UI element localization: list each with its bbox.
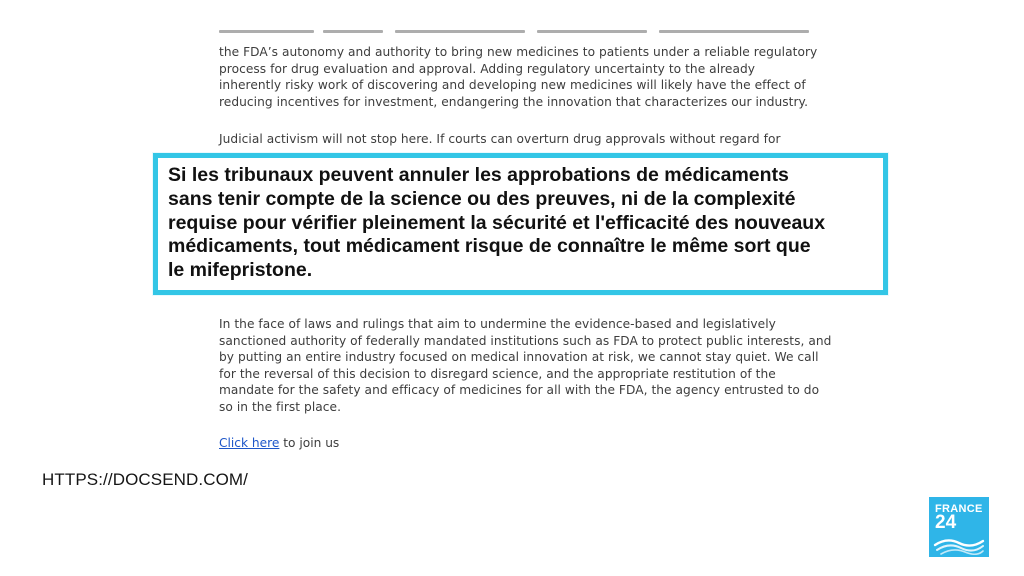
join-line [219,435,339,452]
paragraph-line: so in the first place. [219,399,341,414]
paragraph-line: reducing incentives for investment, endangering the innovation that characterizes our industry. [219,94,809,109]
cropped-text-line [219,26,839,34]
paragraph-line: Judicial activism will not stop here. If courts can overturn drug approvals without regard for [219,132,781,146]
paragraph-line: for the reversal of this decision to disregard science, and the appropriate restitution of the [219,366,776,381]
quote-line: Si les tribunaux peuvent annuler les approbations de médicaments [168,164,789,186]
quote-text [168,164,878,283]
paragraph-autonomy [219,44,839,110]
logo-france-text: FRANCE [935,503,983,515]
logo-24-text: 24 [935,512,957,533]
paragraph-line: mandate for the safety and efficacy of medicines for all with the FDA, the agency entrusted to do [219,383,820,398]
paragraph-line: process for drug evaluation and approval. Adding regulatory uncertainty to the already [219,61,756,76]
click-here-link[interactable]: Click here [219,436,280,450]
paragraph-call-to-action [219,316,839,416]
paragraph-line: In the face of laws and rulings that aim to undermine the evidence-based and legislatively [219,317,776,331]
paragraph-line: by putting an entire industry focused on medical innovation at risk, we cannot stay quiet. We call [219,350,819,365]
quote-line: médicaments, tout médicament risque de connaître le même sort que [168,235,811,258]
source-url: HTTPS://DOCSEND.COM/ [42,470,249,489]
logo-waves-icon [933,533,985,555]
highlighted-quote-box [153,153,888,295]
quote-line: sans tenir compte de la science ou des preuves, ni de la complexité [168,187,796,210]
paragraph-line: the FDA’s autonomy and authority to bring new medicines to patients under a reliable regulatory [219,45,818,59]
paragraph-line: inherently risky work of discovering and developing new medicines will likely have the effect of [219,78,806,93]
join-suffix: to join us [279,436,340,450]
quote-line: le mifepristone. [168,259,313,282]
quote-line: requise pour vérifier pleinement la sécurité et l'efficacité des nouveaux [168,211,826,234]
france24-logo [929,497,989,557]
paragraph-judicial-activism [219,131,839,148]
paragraph-line: sanctioned authority of federally mandated institutions such as FDA to protect public interests, and [219,333,832,348]
